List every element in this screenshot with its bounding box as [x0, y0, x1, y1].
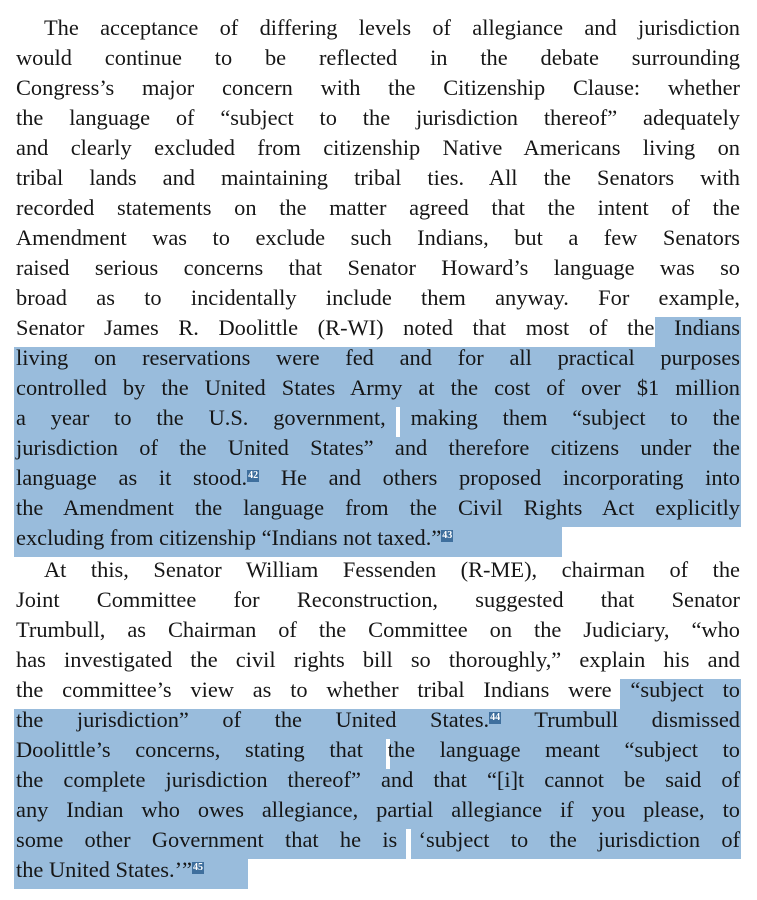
footnote-marker[interactable]: 44: [490, 712, 501, 723]
text-line: the Amendment the language from the Civil Rights Act explicitly: [16, 495, 740, 520]
text-line: broad as to incidentally include them anyway. For example,: [16, 285, 740, 310]
text-line: Amendment was to exclude such Indians, but a few Senators: [16, 225, 740, 250]
text-line: raised serious concerns that Senator Howard’s language was so: [16, 255, 740, 280]
line-text: the jurisdiction” of the United States.: [16, 707, 490, 732]
text-line: Joint Committee for Reconstruction, suggested that Senator: [16, 587, 740, 612]
text-line: Trumbull, as Chairman of the Committee on the Judiciary, “who: [16, 617, 740, 642]
line-text: the United States.’”: [16, 857, 192, 882]
text-line: would continue to be reflected in the debate surrounding: [16, 45, 740, 70]
text-line: tribal lands and maintaining tribal ties. All the Senators with: [16, 165, 740, 190]
text-line: Senator James R. Doolittle (R-WI) noted that most of the Indians: [16, 315, 740, 340]
text-line: Doolittle’s concerns, stating that the language meant “subject to: [16, 737, 740, 762]
text-line: the committee’s view as to whether tribal Indians were “subject to: [16, 677, 740, 702]
text-line: has investigated the civil rights bill so thoroughly,” explain his and: [16, 647, 740, 672]
text-line: recorded statements on the matter agreed that the intent of the: [16, 195, 740, 220]
text-line: a year to the U.S. government, making them “subject to the: [16, 405, 740, 430]
text-line: [16, 463, 740, 493]
text-line: At this, Senator William Fessenden (R-ME), chairman of the: [44, 557, 740, 582]
text-line: any Indian who owes allegiance, partial allegiance if you please, to: [16, 797, 740, 822]
line-text: Trumbull dismissed: [501, 707, 740, 732]
footnote-marker[interactable]: 42: [248, 470, 259, 481]
text-line: jurisdiction of the United States” and therefore citizens under the: [16, 435, 740, 460]
line-text: excluding from citizenship “Indians not taxed.”: [16, 525, 442, 550]
text-line: Congress’s major concern with the Citizenship Clause: whether: [16, 75, 740, 100]
footnote-marker[interactable]: 45: [192, 862, 203, 873]
text-line: the language of “subject to the jurisdiction thereof” adequately: [16, 105, 740, 130]
text-line: and clearly excluded from citizenship Native Americans living on: [16, 135, 740, 160]
text-line: [16, 523, 740, 553]
line-text: language as it stood.: [16, 465, 248, 490]
text-line: some other Government that he is ‘subject to the jurisdiction of: [16, 827, 740, 852]
text-line: The acceptance of differing levels of allegiance and jurisdiction: [44, 15, 740, 40]
footnote-marker[interactable]: 43: [442, 530, 453, 541]
text-line: living on reservations were fed and for all practical purposes: [16, 345, 740, 370]
text-line: controlled by the United States Army at the cost of over $1 million: [16, 375, 740, 400]
text-line: the complete jurisdiction thereof” and that “[i]t cannot be said of: [16, 767, 740, 792]
text-line: [16, 705, 740, 735]
line-text: He and others proposed incorporating into: [259, 465, 740, 490]
text-line: [16, 855, 740, 885]
